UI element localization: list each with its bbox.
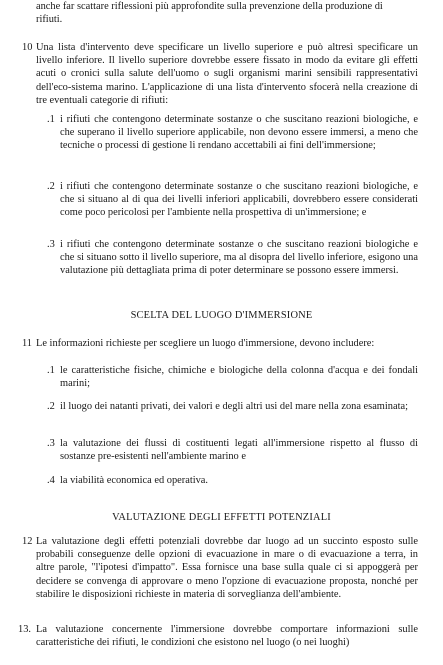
- paragraph-10: [36, 41, 418, 107]
- item-10-1-text: i rifiuti che contengono determinate sostanze o che suscitano reazioni biologiche, e che superano il livello superiore applicabile, non devono essere immersi, a meno che tecniche o processi di gestione li rendano accettabili ai fini dell'immersione;: [60, 114, 418, 152]
- sub-number: .1: [47, 365, 55, 376]
- carryover-line-1: anche far scattare riflessioni più approfondite sulla prevenzione della produzione di: [36, 1, 383, 12]
- para-number: 13.: [18, 624, 31, 635]
- item-10-1: [60, 113, 418, 153]
- item-11-4-text: la viabilità economica ed operativa.: [60, 475, 209, 486]
- sub-number: .3: [47, 438, 55, 449]
- section-heading-site-selection: SCELTA DEL LUOGO D'IMMERSIONE: [130, 310, 313, 321]
- paragraph-13: [36, 623, 418, 649]
- section-heading-potential-effects: VALUTAZIONE DEGLI EFFETTI POTENZIALI: [112, 512, 331, 523]
- carryover-line-2: rifiuti.: [36, 14, 63, 26]
- paragraph-10-text: Una lista d'intervento deve specificare un livello superiore e può altresì specificare un livello inferiore. Il livello superiore dovrebbe essere fissato in modo da evitare gli effetti acuti o cronici sulla salute dell'uomo o sugli organismi marini sensibili rappresentativi dell'eco-sistema marino. L'applicazione di una lista d'intervento sfocerà nella creazione di tre eventuali categorie di rifiuti:: [36, 42, 418, 106]
- sub-number: .4: [47, 475, 55, 486]
- paragraph-11-text: Le informazioni richieste per scegliere un luogo d'immersione, devono includere:: [36, 338, 375, 349]
- item-11-3-text: la valutazione dei flussi di costituenti legati all'immersione rispetto al flusso di sostanze pre-esistenti nell'ambiente marino e: [60, 438, 418, 463]
- carryover-paragraph: [36, 0, 418, 26]
- sub-number: .1: [47, 114, 55, 125]
- sub-number: .2: [47, 401, 55, 412]
- para-number: 12: [22, 536, 33, 547]
- item-11-4: [60, 474, 418, 487]
- item-10-2: [60, 180, 418, 220]
- item-11-1-text: le caratteristiche fisiche, chimiche e biologiche della colonna d'acqua e dei fondali marini;: [60, 365, 418, 390]
- item-11-2: [60, 400, 418, 413]
- item-11-2-text: il luogo dei natanti privati, dei valori e degli altri usi del mare nella zona esaminata;: [60, 401, 408, 412]
- para-number: 10: [22, 42, 33, 53]
- para-number: 11: [22, 338, 33, 349]
- item-11-1: [60, 364, 418, 390]
- paragraph-11: [36, 337, 418, 350]
- sub-number: .2: [47, 181, 55, 192]
- item-10-2-text: i rifiuti che contengono determinate sostanze o che suscitano reazioni biologiche, e che si situano al di qua dei livelli inferiori applicabili, dovrebbero essere considerati come poco pericolosi per l'ambiente nella prospettiva di un'immersione; e: [60, 181, 418, 219]
- paragraph-13-text: La valutazione concernente l'immersione dovrebbe comportare informazioni sulle caratteristiche dei rifiuti, le condizioni che esistono nel luogo (o nei luoghi): [36, 624, 418, 649]
- item-10-3-text: i rifiuti che contengono determinate sostanze o che suscitano reazioni biologiche e che si situano sotto il livello superiore, ma al disopra del livello inferiore, esigono una valutazione più dettagliata prima di poter determinare se possono essere immersi.: [60, 239, 418, 277]
- item-11-3: [60, 437, 418, 463]
- sub-number: .3: [47, 239, 55, 250]
- paragraph-12-text: La valutazione degli effetti potenziali dovrebbe dar luogo ad un succinto esposto sulle probabili conseguenze delle opzioni di evacuazione in mare o di evacuazione a terra, in altre parole, "l'ipotesi d'impatto". Essa fornisce una base sulla quale ci si appoggerà per decidere se convenga di approvare o meno l'opzione di evacuazione proposta, nonché per stabilire le disposizioni richieste in materia di sorveglianza dell'ambiente.: [36, 536, 418, 600]
- paragraph-12: [36, 535, 418, 601]
- item-10-3: [60, 238, 418, 278]
